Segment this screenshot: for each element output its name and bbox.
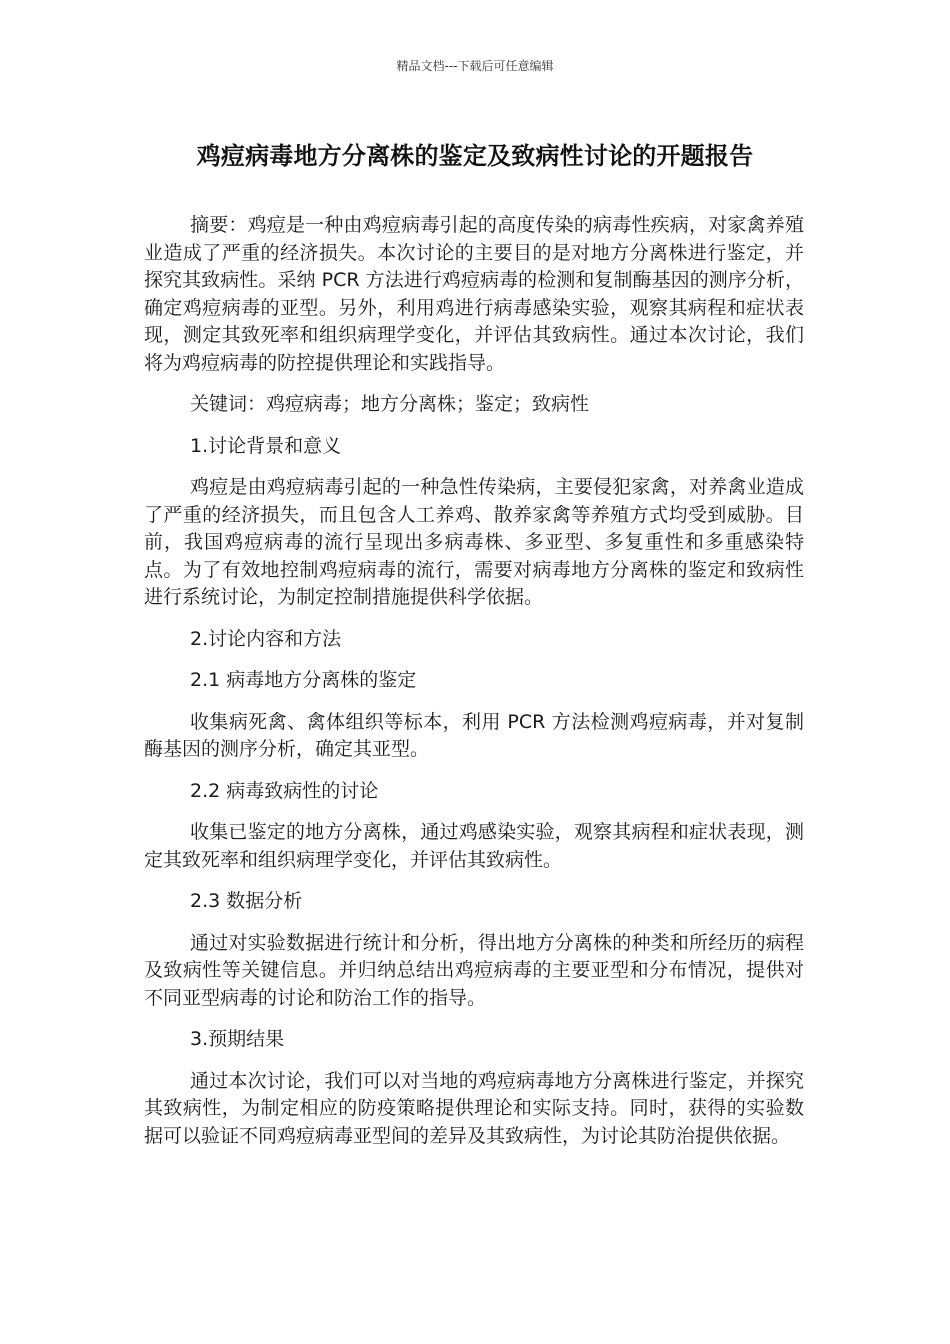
section-2-3-body: 通过对实验数据进行统计和分析，得出地方分离株的种类和所经历的病程及致病性等关键信息。并归纳总结出鸡痘病毒的主要亚型和分布情况，提供对不同亚型病毒的讨论和防治工作的指导。 bbox=[144, 931, 804, 1009]
section-3-body: 通过本次讨论，我们可以对当地的鸡痘病毒地方分离株进行鉴定，并探究其致病性，为制定相应的防疫策略提供理论和实际支持。同时，获得的实验数据可以验证不同鸡痘病毒亚型间的差异及其致病性，为讨论其防治提供依据。 bbox=[144, 1069, 804, 1147]
section-2-heading: 2.讨论内容和方法 bbox=[190, 627, 342, 650]
keywords-line: 关键词：鸡痘病毒；地方分离株；鉴定；致病性 bbox=[190, 393, 590, 415]
header-note: 精品文档---下载后可任意编辑 bbox=[396, 59, 554, 73]
section-2-3-heading: 2.3 数据分析 bbox=[190, 890, 303, 912]
abstract-paragraph: 摘要：鸡痘是一种由鸡痘病毒引起的高度传染的病毒性疾病，对家禽养殖业造成了严重的经济损失。本次讨论的主要目的是对地方分离株进行鉴定，并探究其致病性。采纳 PCR 方法进行鸡痘病毒的检测和复制酶基因的测序分析，确定鸡痘病毒的亚型。另外，利用鸡进行病毒感染实验，观察其病程和症状表现，测定其致死率和组织病理学变化，并评估其致病性。通过本次讨论，我们将为鸡痘病毒的防控提供理论和实践指导。 bbox=[144, 214, 804, 374]
section-1-body: 鸡痘是由鸡痘病毒引起的一种急性传染病，主要侵犯家禽，对养禽业造成了严重的经济损失，而且包含人工养鸡、散养家禽等养殖方式均受到威胁。目前，我国鸡痘病毒的流行呈现出多病毒株、多亚型、多复重性和多重感染特点。为了有效地控制鸡痘病毒的流行，需要对病毒地方分离株的鉴定和致病性进行系统讨论，为制定控制措施提供科学依据。 bbox=[144, 476, 804, 608]
document-body bbox=[144, 212, 804, 1164]
document-title: 鸡痘病毒地方分离株的鉴定及致病性讨论的开题报告 bbox=[196, 142, 754, 170]
section-2-2-body: 收集已鉴定的地方分离株，通过鸡感染实验，观察其病程和症状表现，测定其致死率和组织病理学变化，并评估其致病性。 bbox=[144, 821, 804, 871]
section-1-heading: 1.讨论背景和意义 bbox=[190, 434, 342, 457]
section-2-1-body: 收集病死禽、禽体组织等标本，利用 PCR 方法检测鸡痘病毒，并对复制酶基因的测序分析，确定其亚型。 bbox=[144, 710, 804, 760]
section-2-2-heading: 2.2 病毒致病性的讨论 bbox=[190, 779, 379, 802]
section-3-heading: 3.预期结果 bbox=[190, 1028, 285, 1050]
section-2-1-heading: 2.1 病毒地方分离株的鉴定 bbox=[190, 669, 417, 691]
